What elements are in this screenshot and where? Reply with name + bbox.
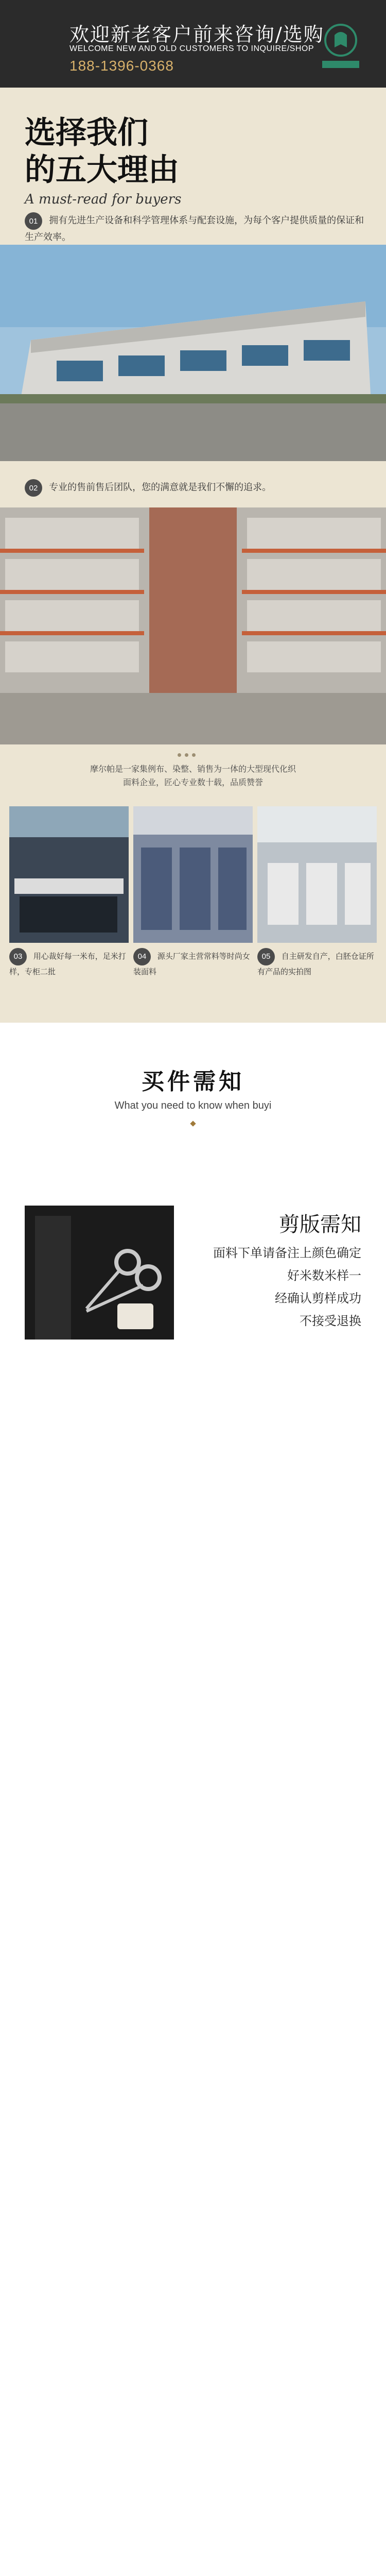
cutting-tools-photo — [25, 1206, 174, 1340]
needs-subtitle: What you need to know when buyi — [114, 1100, 272, 1111]
cut-line-3: 经确认剪样成功 — [275, 1291, 361, 1306]
header-title: 欢迎新老客户前来咨询/选购 — [69, 23, 324, 46]
reason-text: 拥有先进生产设备和科学管理体系与配套设施，为每个客户提供质量的保证和生产效率。 — [25, 215, 364, 243]
phone-number[interactable]: 188-1396-0368 — [69, 58, 174, 74]
decor-diamond — [190, 1121, 196, 1126]
cutting-room-photo — [9, 806, 129, 943]
company-caption: 摩尔帕是一家集例布、染整、销售为一体的大型现代化织 面料企业，匠心专业数十载，品质赞誉 — [90, 764, 296, 787]
reason-03 — [9, 948, 129, 978]
number-badge: 04 — [133, 948, 151, 965]
reason-text: 用心裁好每一米布，足米打样，专柜二批 — [9, 952, 126, 976]
reason-text: 源头厂家主营常料等时尚女装面料 — [133, 952, 250, 976]
number-badge: 02 — [25, 479, 42, 497]
needs-title: 买件需知 — [142, 1069, 244, 1095]
reason-01 — [25, 212, 364, 245]
why-title: 选择我们 的五大理由 — [25, 115, 179, 188]
workshop-photo — [257, 806, 377, 943]
cut-line-1: 面料下单请备注上颜色确定 — [213, 1246, 361, 1260]
reason-text: 自主研发自产，白胚仓证所有产品的实拍图 — [257, 952, 374, 976]
number-badge: 05 — [257, 948, 275, 965]
number-badge: 01 — [25, 212, 42, 230]
warehouse-photo — [0, 507, 386, 744]
decor-dots — [178, 753, 196, 757]
cut-line-2: 好米数米样一 — [287, 1268, 361, 1283]
cut-title: 剪版需知 — [279, 1213, 361, 1236]
factory-photo — [0, 245, 386, 461]
reason-05 — [257, 948, 377, 978]
why-subtitle: A must-read for buyers — [25, 192, 182, 207]
header-subtitle: WELCOME NEW AND OLD CUSTOMERS TO INQUIRE/SHOP — [69, 44, 314, 53]
number-badge: 03 — [9, 948, 27, 965]
fabric-stock-photo — [133, 806, 253, 943]
site-header — [0, 0, 386, 88]
brand-logo — [315, 20, 366, 71]
reason-02 — [25, 479, 271, 497]
reason-04 — [133, 948, 253, 978]
reason-text: 专业的售前售后团队，您的满意就是我们不懈的追求。 — [49, 482, 272, 493]
cut-line-4: 不接受退换 — [300, 1314, 361, 1328]
